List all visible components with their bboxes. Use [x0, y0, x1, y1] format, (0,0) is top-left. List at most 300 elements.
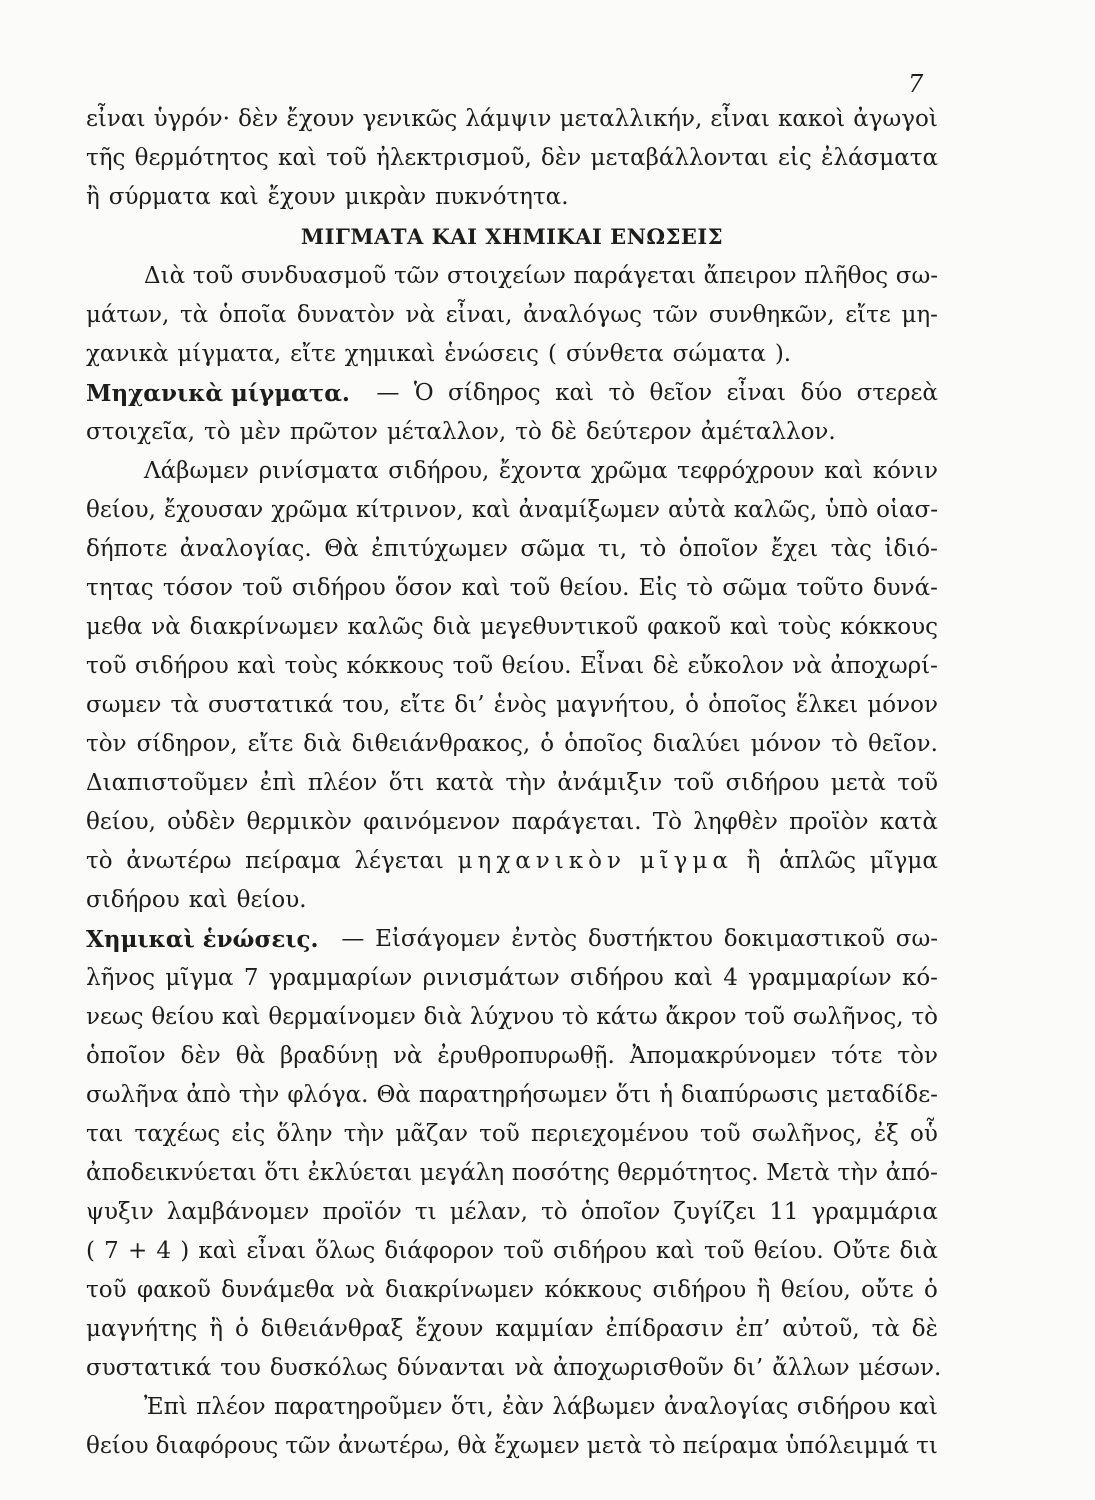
word: ἔχει — [770, 536, 819, 562]
word: μίγματα, — [177, 341, 282, 367]
word: ὑπόλειμμά — [785, 1433, 910, 1459]
word: ἢ — [746, 848, 766, 874]
word: ὅλως — [315, 1238, 376, 1264]
word: ὁ — [685, 692, 699, 718]
text-line — [86, 530, 938, 569]
word: νὰ — [151, 614, 181, 640]
word: ἄπειρον — [703, 263, 797, 289]
word: θείου. — [559, 575, 630, 601]
word: τὸ — [831, 731, 858, 757]
word: τὸ — [515, 419, 542, 445]
text-line — [86, 1310, 938, 1349]
word: τὸ — [541, 1199, 568, 1225]
word: ἀποχωρί- — [830, 653, 938, 679]
word: λέγεται — [354, 848, 444, 874]
word: μεγεθυντικοῦ — [479, 614, 639, 640]
word: εἴτε — [247, 731, 294, 757]
word: ληφθὲν — [693, 809, 778, 835]
word: μόνον — [867, 692, 938, 718]
word: σω- — [895, 263, 938, 289]
word: ὁ — [540, 731, 555, 757]
text-line — [86, 1232, 938, 1271]
text-line — [86, 1349, 942, 1388]
word: συνδυασμοῦ — [240, 263, 387, 289]
word: νεως — [86, 1004, 144, 1030]
word: ἔχουν — [267, 184, 336, 210]
word: ἀνάμιξιν — [557, 770, 663, 796]
word: τι, — [598, 536, 628, 562]
word: τοῦ — [326, 145, 367, 171]
word: κίτρινον, — [355, 497, 464, 523]
word: ἄκρον — [665, 1004, 737, 1030]
word: τοῦ — [86, 1277, 127, 1303]
word: καὶ — [471, 497, 511, 523]
text-line — [86, 178, 938, 217]
word: πρῶτον — [289, 419, 378, 445]
word: τὸ — [561, 1004, 589, 1030]
word: διθειάνθρακος, — [351, 731, 531, 757]
word: θερμικὸν — [246, 809, 352, 835]
word: τῶν — [393, 263, 440, 289]
word: στερεὰ — [856, 380, 938, 406]
word: τὸ — [911, 1004, 938, 1030]
word: νὰ — [405, 302, 436, 328]
word: καὶ — [188, 887, 228, 913]
word: πλῆθος — [804, 263, 889, 289]
word: σιδήρου — [291, 575, 386, 601]
word: του, — [342, 692, 391, 718]
word: δὲ — [652, 653, 679, 679]
word: καὶ — [278, 145, 317, 171]
word: τῶν — [285, 1433, 331, 1459]
text-line — [86, 569, 938, 608]
word: τοῦ — [700, 1121, 741, 1147]
word: φαινόμενον — [363, 809, 501, 835]
word: μεθα — [86, 614, 143, 640]
word: κόνιν — [872, 458, 938, 484]
word: μέταλλον, — [386, 419, 507, 445]
word: Μετὰ — [766, 1160, 830, 1186]
text-line — [86, 100, 938, 139]
word: συστατικά — [86, 1355, 212, 1381]
word: του — [220, 1355, 261, 1381]
word: 7 — [104, 1238, 119, 1264]
word: σιδήρου, — [388, 458, 490, 484]
word: μεταδίδε- — [826, 1082, 938, 1108]
text-line — [86, 1193, 938, 1232]
word: μέσων. — [858, 1355, 942, 1381]
word: τοῦ — [744, 1004, 785, 1030]
word: μῖγμα — [165, 965, 234, 991]
word: ἀνωτέρω, — [337, 1433, 451, 1459]
word: Εἶναι — [579, 653, 645, 679]
word: ἠλεκτρισμοῦ, — [376, 145, 532, 171]
word: παράγεται — [573, 263, 697, 289]
word: δυσκόλως — [269, 1355, 388, 1381]
word: ἀμέταλλον. — [700, 419, 836, 445]
word: ὁποῖος — [564, 731, 643, 757]
word: θείου. — [236, 887, 307, 913]
word: ὅλην — [276, 1121, 333, 1147]
word: ἀπὸ — [186, 1082, 231, 1108]
word: Τὸ — [652, 809, 682, 835]
word: διάφορον — [384, 1238, 495, 1264]
word: λῆνος — [86, 965, 156, 991]
text-line — [86, 1388, 938, 1427]
word: λύχνου — [469, 1004, 555, 1030]
word: Θὰ — [324, 536, 359, 562]
word: φακοῦ — [136, 1277, 211, 1303]
text-line — [86, 413, 938, 452]
word: μάτων, — [86, 302, 170, 328]
word: ταχέως — [134, 1121, 221, 1147]
word: καὶ — [221, 1004, 261, 1030]
word: τοῦ — [479, 1121, 520, 1147]
word: δὲν — [180, 1043, 221, 1069]
word: καλῶς — [347, 614, 424, 640]
word: ( — [547, 341, 557, 367]
word: δι’ — [454, 692, 485, 718]
word: παράγεται. — [511, 809, 642, 835]
word: τὸ — [204, 419, 231, 445]
word: λαμβάνομεν — [166, 1199, 310, 1225]
word: 11 — [769, 1199, 799, 1225]
word: νὰ — [345, 1277, 375, 1303]
word: εἴτε — [290, 341, 336, 367]
word: τὸ — [639, 536, 667, 562]
text-line — [86, 1115, 938, 1154]
word: περιεχομένου — [530, 1121, 689, 1147]
word: εἶναι — [710, 106, 770, 132]
word: κόκκους — [840, 614, 938, 640]
word: θερμότητος. — [617, 1160, 759, 1186]
text-line — [86, 1154, 938, 1193]
word: δὲ — [550, 419, 578, 445]
word: σω- — [895, 926, 938, 952]
text-line — [86, 920, 938, 959]
word: ἀναλογίας — [663, 1394, 789, 1420]
word: χρῶμα — [271, 497, 348, 523]
word: τοῦ — [503, 1238, 544, 1264]
word: σύρματα — [108, 184, 211, 210]
word: ἐντὸς — [511, 926, 578, 952]
word: διακρίνωμεν — [385, 1277, 535, 1303]
word: τὴν — [238, 1082, 280, 1108]
word: ἢ — [86, 184, 100, 210]
word: τόσον — [162, 575, 233, 601]
word: κατὰ — [435, 770, 494, 796]
word: τοὺς — [284, 653, 338, 679]
text-line — [86, 296, 938, 335]
word: καὶ — [219, 184, 259, 210]
word: διαπύρωσις — [681, 1082, 819, 1108]
word: ἀποχωρισθοῦν — [552, 1355, 725, 1381]
text-line — [86, 803, 938, 842]
word: εἰς — [231, 1121, 266, 1147]
run-in-heading: Χημικαὶ ἑνώσεις. — [86, 926, 319, 953]
word: πείραμα — [682, 1433, 779, 1459]
word: ὑγρόν· — [153, 106, 230, 132]
word: σωλῆνα — [86, 1082, 179, 1108]
word: σιδήρου — [570, 965, 664, 991]
word: προϊόν — [322, 1199, 402, 1225]
word: οὐδὲν — [167, 809, 236, 835]
word: οὔτε — [861, 1277, 914, 1303]
word: μέλαν, — [449, 1199, 528, 1225]
run-in-heading: Μηχανικὰ μίγματα. — [86, 380, 350, 407]
word: διαλύει — [652, 731, 741, 757]
word: λάμψιν — [465, 106, 552, 132]
word: ρινισμάτων — [422, 965, 560, 991]
word: τοὺς — [777, 614, 832, 640]
word: καμμίαν — [495, 1316, 594, 1342]
word: θείου, — [780, 1277, 851, 1303]
word: μαγνήτου, — [556, 692, 676, 718]
word: τοῦ — [897, 770, 938, 796]
word: μη- — [901, 302, 938, 328]
indented-start — [86, 1388, 188, 1427]
word: σίδηρος — [448, 380, 541, 406]
word: διὰ — [899, 1238, 938, 1264]
word: τι — [414, 1199, 437, 1225]
word: ἀναμίξωμεν — [518, 497, 660, 523]
text-line — [86, 998, 938, 1037]
word: ἢ — [209, 1316, 224, 1342]
word: γενικῶς — [362, 106, 458, 132]
word: πείραμα — [245, 848, 341, 874]
word: θεῖον. — [868, 731, 938, 757]
word: καὶ — [824, 458, 864, 484]
word: 7 — [243, 965, 259, 991]
word: νὰ — [792, 653, 822, 679]
word: ἐκλύεται — [307, 1160, 413, 1186]
word: τὰ — [179, 302, 209, 328]
text-line — [86, 1427, 938, 1466]
word: Θὰ — [376, 1082, 411, 1108]
word: Οὔτε — [832, 1238, 891, 1264]
text-line — [86, 881, 938, 920]
text-line — [86, 764, 938, 803]
word: τὸ — [648, 1433, 676, 1459]
text-line — [86, 842, 938, 881]
word: ἁπλῶς — [779, 848, 856, 874]
word: εἰς — [778, 145, 812, 171]
word: τὸ — [608, 380, 636, 406]
word: Διαπιστοῦμεν — [86, 770, 249, 796]
word: εἶναι — [726, 380, 787, 406]
text-line — [86, 647, 938, 686]
word: ποσότης — [511, 1160, 610, 1186]
word: σιδήρου — [86, 887, 180, 913]
word: ἑνώσεις — [444, 341, 539, 367]
word: ) — [180, 1238, 190, 1264]
word: γραμμάρια — [811, 1199, 938, 1225]
word: γραμμαρίων — [268, 965, 413, 991]
word: σιδήρου — [135, 653, 229, 679]
word: καὶ — [655, 1238, 695, 1264]
word: εἶναι — [246, 1238, 306, 1264]
word: κατὰ — [879, 809, 938, 835]
word: συνθηκῶν, — [708, 302, 835, 328]
word: 4 — [156, 1238, 172, 1264]
word: δυνατὸν — [296, 302, 395, 328]
word: πλέον — [307, 770, 378, 796]
word: ἰδιό- — [884, 536, 938, 562]
word: — — [341, 926, 365, 952]
word: Ὁ — [413, 380, 434, 406]
word: κακοὶ — [778, 106, 846, 132]
word: σωμεν — [86, 692, 162, 718]
word: πυκνότητα. — [435, 184, 569, 210]
word: ὅτι — [388, 770, 425, 796]
indented-start — [86, 452, 249, 491]
word: μεγάλη — [419, 1160, 505, 1186]
word: καὶ — [899, 1394, 938, 1420]
word: τὴν — [837, 1160, 879, 1186]
word: ἀγωγοὶ — [853, 106, 938, 132]
word: Ἐπὶ — [144, 1394, 188, 1420]
word: νὰ — [514, 1355, 544, 1381]
word: τὰ — [170, 692, 199, 718]
word: τὸ — [686, 575, 714, 601]
word: ἔχουν — [286, 106, 355, 132]
word: τοῦ — [192, 263, 234, 289]
word: φακοῦ — [647, 614, 722, 640]
word: σιδήρου — [552, 1238, 647, 1264]
word: τοῦ — [452, 653, 494, 679]
word: τὰς — [830, 536, 872, 562]
word: ὅσον — [394, 575, 453, 601]
word: εἶναι — [86, 106, 146, 132]
word: ἀποδεικνύεται — [86, 1160, 257, 1186]
word: δεύτερον — [586, 419, 692, 445]
word: ἔχοντα — [498, 458, 582, 484]
word: στοιχείων — [446, 263, 566, 289]
word: ρινίσματα — [258, 458, 379, 484]
word: Εἰς — [638, 575, 678, 601]
word: ὅτι, — [450, 1394, 494, 1420]
text-line — [86, 335, 938, 374]
word: διὰ — [432, 614, 472, 640]
word: δυνά- — [872, 575, 938, 601]
word: σῶμα — [520, 536, 586, 562]
word: ἢ — [756, 1277, 771, 1303]
word: ἔχουν — [415, 1316, 484, 1342]
word: μηχανικὸν — [457, 848, 627, 874]
word: προϊὸν — [789, 809, 869, 835]
word: δὲν — [238, 106, 279, 132]
word: ὁποῖος — [708, 692, 787, 718]
word: οἱασ- — [876, 497, 938, 523]
text-line — [86, 1271, 938, 1310]
word: θείου, — [86, 497, 156, 523]
word: παρατηρήσωμεν — [418, 1082, 608, 1108]
word: θείου — [151, 1004, 214, 1030]
word: ὁποῖον — [678, 536, 759, 562]
word: δυστήκτου — [587, 926, 713, 952]
word: Λάβωμεν — [144, 458, 250, 484]
word: μεταβάλλονται — [590, 145, 769, 171]
word: τεφρόχρουν — [677, 458, 815, 484]
word: καὶ — [461, 575, 501, 601]
word: ὁποῖον — [580, 1199, 661, 1225]
word: σιδήρου — [652, 1277, 747, 1303]
word: θεῖον — [649, 380, 713, 406]
word: καλῶς, — [733, 497, 818, 523]
word: θερμαίνομεν — [268, 1004, 416, 1030]
word: 4 — [723, 965, 738, 991]
word: ἐλάσματα — [821, 145, 938, 171]
text-line — [86, 1076, 938, 1115]
page-text — [86, 100, 942, 1466]
word: Ἀπομακρύνομεν — [629, 1043, 817, 1069]
word: δυνάμεθα — [221, 1277, 335, 1303]
word: στοιχεῖα, — [86, 419, 196, 445]
text-line — [86, 1037, 938, 1076]
word: δὲν — [541, 145, 582, 171]
word: Διὰ — [144, 263, 186, 289]
word: τοῦ — [509, 575, 551, 601]
word: διακρίνωμεν — [189, 614, 339, 640]
text-line — [86, 452, 938, 491]
word: καὶ — [555, 380, 595, 406]
word: μῖγμα — [869, 848, 938, 874]
text-line — [86, 686, 938, 725]
word: σωλῆνος, — [792, 1004, 904, 1030]
word: συστατικά — [207, 692, 334, 718]
word: αὐτοῦ, — [782, 1316, 860, 1342]
word: τητας — [86, 575, 154, 601]
word: θὰ — [457, 1433, 487, 1459]
word: τότε — [831, 1043, 883, 1069]
text-line — [86, 608, 938, 647]
word: μαγνήτης — [86, 1316, 198, 1342]
word: τὴν — [505, 770, 546, 796]
word: ἐξ — [873, 1121, 899, 1147]
word: εἴτε — [845, 302, 891, 328]
word: γραμμαρίων — [748, 965, 892, 991]
word: ἐρυθροπυρωθῇ. — [437, 1043, 615, 1069]
word: δοκιμαστικοῦ — [723, 926, 885, 952]
text-line — [86, 257, 938, 296]
text-line — [86, 725, 938, 764]
word: σωλῆνος, — [751, 1121, 863, 1147]
word: διθειάνθραξ — [260, 1316, 404, 1342]
word: ἕλκει — [795, 692, 859, 718]
word: μετὰ — [586, 1433, 642, 1459]
word: μεταλλικήν, — [559, 106, 703, 132]
word: τῆς — [86, 145, 126, 171]
word: ὅτι — [264, 1160, 300, 1186]
word: τι — [916, 1433, 938, 1459]
word: διὰ — [423, 1004, 463, 1030]
word: φλόγα. — [287, 1082, 369, 1108]
word: εἴτε — [399, 692, 446, 718]
word: ὁποῖα — [218, 302, 287, 328]
word: θείου. — [501, 653, 572, 679]
word: καὶ — [198, 1238, 238, 1264]
word: ὅτι — [615, 1082, 652, 1108]
word: λάβωμεν — [552, 1394, 656, 1420]
word: κόκκους — [544, 1277, 643, 1303]
section-heading: ΜΙΓΜΑΤΑ ΚΑΙ ΧΗΜΙΚΑΙ ΕΝΩΣΕΙΣ — [300, 224, 724, 249]
word: οὗ — [910, 1121, 938, 1147]
word: τοῦ — [242, 575, 283, 601]
word: δύο — [800, 380, 843, 406]
word: ἀπό- — [885, 1160, 938, 1186]
word: μῖγμα — [639, 848, 733, 874]
word: θείου. — [753, 1238, 824, 1264]
